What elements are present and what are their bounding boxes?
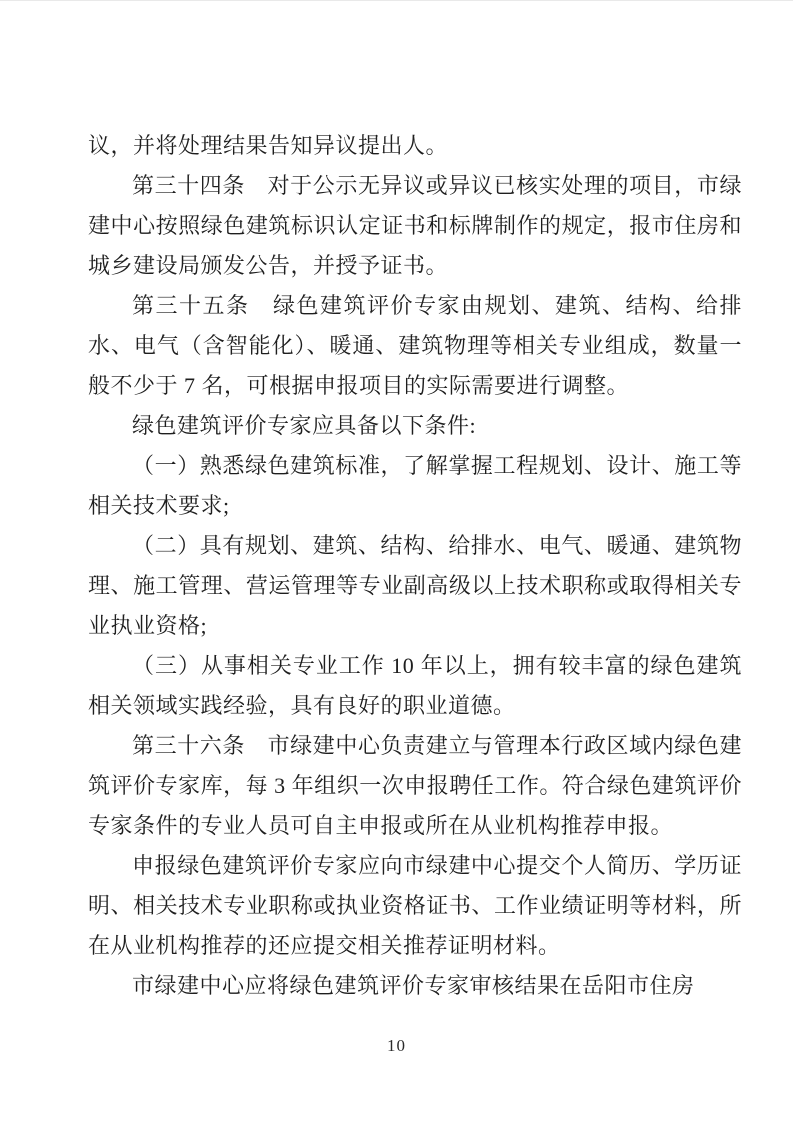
scan-edge-artifact bbox=[0, 0, 793, 1]
para-requirement-2: （二）具有规划、建筑、结构、给排水、电气、暖通、建筑物理、施工管理、营运管理等专业副高级以上技术职称或取得相关专业执业资格; bbox=[88, 533, 742, 638]
para-article-34: 第三十四条 对于公示无异议或异议已核实处理的项目，市绿建中心按照绿色建筑标识认定证书和标牌制作的规定，报市住房和城乡建设局颁发公告，并授予证书。 bbox=[88, 173, 742, 278]
document-body bbox=[88, 126, 742, 1006]
para-article-35: 第三十五条 绿色建筑评价专家由规划、建筑、结构、给排水、电气（含智能化）、暖通、建筑物理等相关专业组成，数量一般不少于 7 名，可根据申报项目的实际需要进行调整。 bbox=[88, 293, 742, 398]
para-article-36: 第三十六条 市绿建中心负责建立与管理本行政区域内绿色建筑评价专家库，每 3 年组织一次申报聘任工作。符合绿色建筑评价专家条件的专业人员可自主申报或所在从业机构推荐申报。 bbox=[88, 733, 742, 838]
page-number: 10 bbox=[387, 1036, 406, 1055]
para-continuation-from-previous-page: 议，并将处理结果告知异议提出人。 bbox=[88, 133, 449, 158]
para-continues-next-page: 市绿建中心应将绿色建筑评价专家审核结果在岳阳市住房 bbox=[132, 973, 695, 998]
para-requirement-1: （一）熟悉绿色建筑标准，了解掌握工程规划、设计、施工等相关技术要求; bbox=[88, 453, 742, 518]
page-footer bbox=[0, 1036, 793, 1056]
para-requirement-3: （三）从事相关专业工作 10 年以上，拥有较丰富的绿色建筑相关领域实践经验，具有良好的职业道德。 bbox=[88, 653, 742, 718]
para-expert-requirements-intro: 绿色建筑评价专家应具备以下条件: bbox=[132, 413, 477, 438]
para-application-materials: 申报绿色建筑评价专家应向市绿建中心提交个人简历、学历证明、相关技术专业职称或执业资格证书、工作业绩证明等材料，所在从业机构推荐的还应提交相关推荐证明材料。 bbox=[88, 853, 742, 958]
